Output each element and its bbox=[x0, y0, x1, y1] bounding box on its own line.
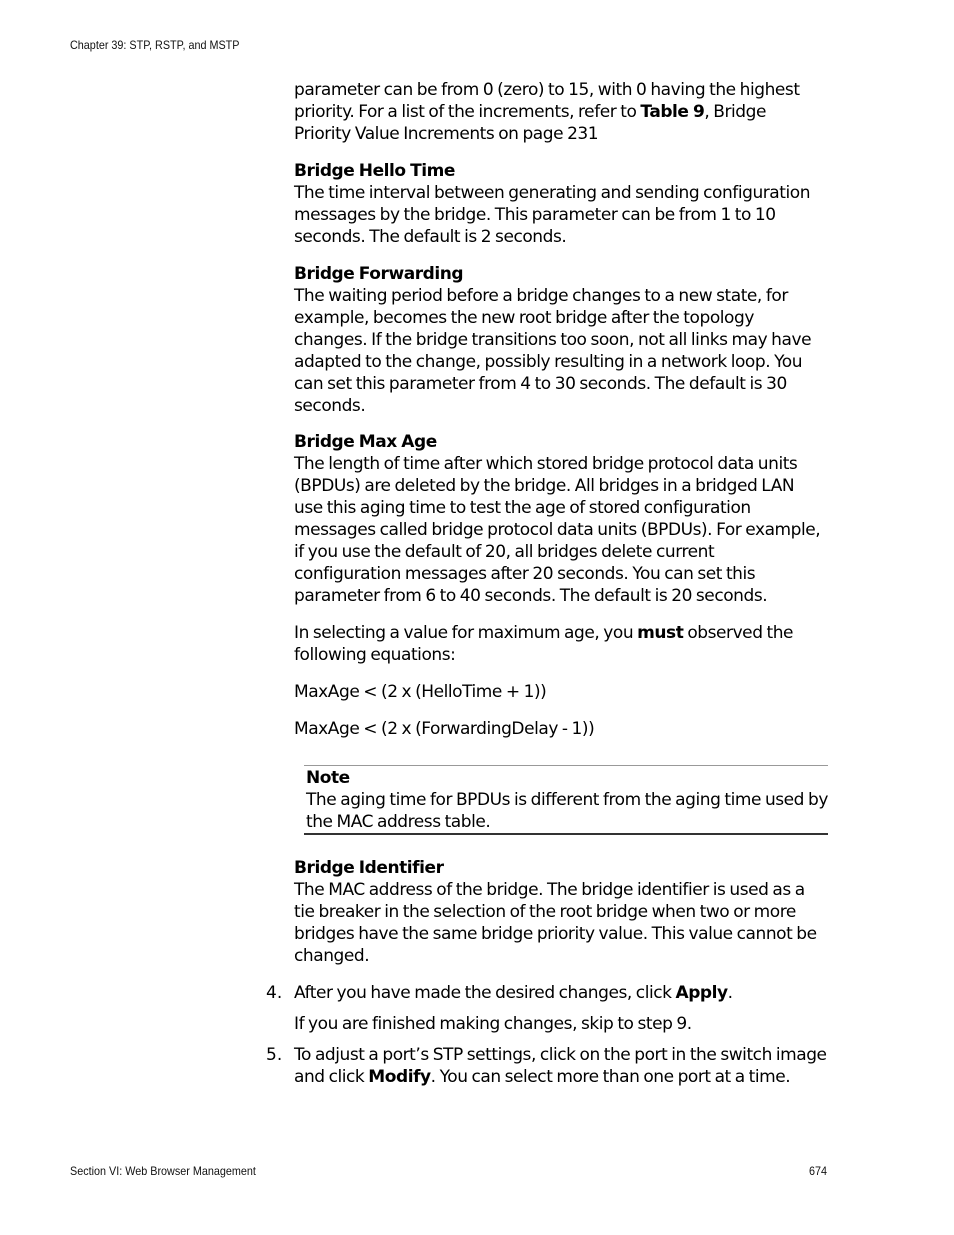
emphasis: must bbox=[637, 623, 684, 643]
text-line: seconds. bbox=[294, 396, 366, 416]
text-line: changes. If the bridge transitions too soon, not all links may have bbox=[294, 330, 812, 350]
text-line: adapted to the change, possibly resulting in a network loop. You bbox=[294, 352, 803, 372]
text-line: The length of time after which stored bridge protocol data units bbox=[294, 454, 798, 474]
text-line: configuration messages after 20 seconds. You can set this bbox=[294, 564, 756, 584]
text-line: To adjust a port’s STP settings, click on the port in the switch image bbox=[294, 1045, 827, 1065]
text-line: the MAC address table. bbox=[306, 812, 491, 832]
text-line: parameter can be from 0 (zero) to 15, with 0 having the highest bbox=[294, 80, 800, 100]
footer-section-title: Section VI: Web Browser Management bbox=[70, 1164, 256, 1178]
bridge-max-age-section bbox=[294, 431, 820, 607]
bridge-forwarding-section bbox=[294, 263, 811, 417]
text-line bbox=[294, 101, 800, 123]
table-reference: Table 9 bbox=[640, 102, 705, 122]
text-run: priority. For a list of the increments, refer to bbox=[294, 102, 641, 122]
text-line: messages by the bridge. This parameter can be from 1 to 10 bbox=[294, 205, 776, 225]
note-bottom-rule bbox=[304, 833, 828, 835]
text-line: messages called bridge protocol data units (BPDUs). For example, bbox=[294, 520, 821, 540]
step-number: 4. bbox=[266, 983, 283, 1003]
note-box bbox=[306, 767, 828, 833]
text-run: . bbox=[727, 983, 733, 1003]
text-line: use this aging time to test the age of stored configuration bbox=[294, 498, 751, 518]
step-4-followup: If you are finished making changes, skip to step 9. bbox=[294, 1014, 692, 1034]
text-run: After you have made the desired changes, click bbox=[294, 983, 676, 1003]
text-run: In selecting a value for maximum age, you bbox=[294, 623, 638, 643]
text-line: The MAC address of the bridge. The bridge identifier is used as a bbox=[294, 880, 805, 900]
text-line: seconds. The default is 2 seconds. bbox=[294, 227, 567, 247]
text-line: bridges have the same bridge priority value. This value cannot be bbox=[294, 924, 817, 944]
selecting-paragraph bbox=[294, 622, 793, 666]
text-line bbox=[294, 982, 733, 1004]
note-title: Note bbox=[306, 768, 350, 788]
text-run: observed the bbox=[683, 623, 794, 643]
text-line: Priority Value Increments on page 231 bbox=[294, 124, 599, 144]
text-line: if you use the default of 20, all bridges delete current bbox=[294, 542, 715, 562]
bridge-identifier-section bbox=[294, 857, 817, 967]
text-line: changed. bbox=[294, 946, 370, 966]
term-heading: Bridge Forwarding bbox=[294, 264, 464, 284]
text-run: , Bridge bbox=[704, 102, 766, 122]
step-number: 5. bbox=[266, 1045, 283, 1065]
term-heading: Bridge Identifier bbox=[294, 858, 444, 878]
term-heading: Bridge Max Age bbox=[294, 432, 437, 452]
step-4-text bbox=[294, 982, 733, 1004]
page-number: 674 bbox=[809, 1164, 828, 1178]
note-top-rule bbox=[304, 765, 828, 766]
text-line bbox=[294, 622, 793, 644]
apply-label: Apply bbox=[675, 983, 728, 1003]
equation-forwarding: MaxAge < (2 x (ForwardingDelay - 1)) bbox=[294, 719, 595, 739]
text-line bbox=[294, 1066, 827, 1088]
text-line: parameter from 6 to 40 seconds. The default is 20 seconds. bbox=[294, 586, 768, 606]
text-line: The time interval between generating and sending configuration bbox=[294, 183, 811, 203]
text-line: following equations: bbox=[294, 645, 456, 665]
text-line: example, becomes the new root bridge after the topology bbox=[294, 308, 754, 328]
text-line: can set this parameter from 4 to 30 seconds. The default is 30 bbox=[294, 374, 787, 394]
step-5-text bbox=[294, 1044, 827, 1088]
bridge-hello-time-section bbox=[294, 160, 810, 248]
text-run: . You can select more than one port at a time. bbox=[430, 1067, 791, 1087]
text-line: (BPDUs) are deleted by the bridge. All bridges in a bridged LAN bbox=[294, 476, 795, 496]
modify-label: Modify bbox=[368, 1067, 431, 1087]
equation-hello: MaxAge < (2 x (HelloTime + 1)) bbox=[294, 682, 547, 702]
term-heading: Bridge Hello Time bbox=[294, 161, 455, 181]
text-line: The aging time for BPDUs is different from the aging time used by bbox=[306, 790, 828, 810]
text-line: The waiting period before a bridge changes to a new state, for bbox=[294, 286, 788, 306]
text-run: and click bbox=[294, 1067, 369, 1087]
running-header: Chapter 39: STP, RSTP, and MSTP bbox=[70, 38, 240, 52]
intro-paragraph bbox=[294, 79, 800, 145]
text-line: tie breaker in the selection of the root bridge when two or more bbox=[294, 902, 796, 922]
